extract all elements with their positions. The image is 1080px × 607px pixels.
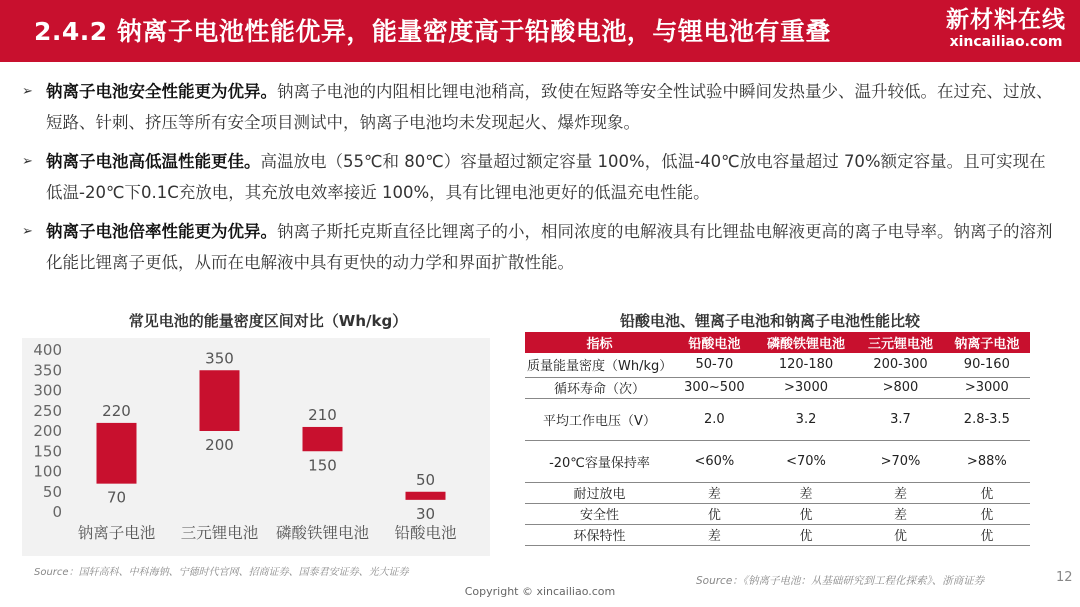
arrow-icon: ➢ (22, 84, 33, 99)
table-cell: 差 (755, 482, 858, 503)
y-tick-label: 350 (33, 361, 62, 380)
y-tick-label: 400 (33, 341, 62, 359)
bar-low-label: 200 (205, 436, 234, 454)
table-cell: 优 (944, 524, 1030, 545)
table-cell: 2.8-3.5 (944, 398, 1030, 440)
y-tick-label: 200 (33, 422, 62, 440)
logo-en-text: xincailiao.com (949, 34, 1063, 50)
bar-high-label: 220 (102, 401, 131, 420)
chart-bar (200, 370, 240, 431)
source-note-left: Source：国轩高科、中科海钠、宁德时代官网、招商证券、国泰君安证券、光大证券 (34, 567, 409, 578)
comparison-table (525, 332, 1030, 546)
energy-density-chart (22, 338, 490, 556)
table-cell: 120-180 (755, 353, 858, 377)
table-row (525, 398, 1030, 440)
y-tick-label: 0 (52, 503, 62, 521)
bullet-safety (22, 76, 1062, 138)
brand-logo (946, 6, 1066, 50)
table-cell: 3.2 (755, 398, 858, 440)
col-header-ternary: 三元锂电池 (857, 332, 943, 353)
logo-cn-text: 新材料在线 (946, 7, 1066, 33)
table-row (525, 440, 1030, 482)
table-cell: >70% (857, 440, 943, 482)
chart-bar (303, 427, 343, 451)
bullet-heading: 钠离子电池倍率性能更为优异。 (46, 222, 277, 241)
table-cell-label: 安全性 (525, 503, 674, 524)
chart-bar (406, 492, 446, 500)
table-cell: 2.0 (674, 398, 755, 440)
y-tick-label: 300 (33, 381, 62, 400)
table-cell: 300~500 (674, 377, 755, 398)
table-cell-label: 循环寿命（次） (525, 377, 674, 398)
bar-low-label: 70 (106, 488, 127, 507)
table-row (525, 353, 1030, 377)
table-cell: >88% (944, 440, 1030, 482)
table-header-row (525, 332, 1030, 353)
copyright-text: Copyright © xincailiao.com (464, 585, 616, 598)
bar-high-label: 350 (205, 349, 234, 368)
table-cell: >800 (857, 377, 943, 398)
bullet-heading: 钠离子电池高低温性能更佳。 (46, 152, 261, 171)
table-cell: 优 (857, 524, 943, 545)
table-row (525, 503, 1030, 524)
y-tick-label: 250 (33, 401, 62, 420)
table-cell: 优 (674, 503, 755, 524)
table-cell-label: 环保特性 (525, 524, 674, 545)
table-cell: 差 (857, 503, 943, 524)
table-cell: 50-70 (674, 353, 755, 377)
table-cell-label: -20℃容量保持率 (525, 440, 674, 482)
table-cell: 优 (944, 482, 1030, 503)
x-tick-label: 铅酸电池 (394, 524, 457, 542)
table-cell: >3000 (755, 377, 858, 398)
table-cell-label: 质量能量密度（Wh/kg） (525, 353, 674, 377)
table-cell: 3.7 (857, 398, 943, 440)
table-cell: 200-300 (857, 353, 943, 377)
table-cell-label: 耐过放电 (525, 482, 674, 503)
bullet-text: 钠离子电池的内阻相比锂电池稍高，致使在短路等安全性试验中瞬间发热量少、温升较低。在过充、过放、短路、针刺、挤压等所有安全项目测试中，钠离子电池均未发现起火、爆炸现象。 (46, 82, 1053, 132)
col-header-sodium: 钠离子电池 (944, 332, 1030, 353)
bullet-text: 钠离子斯托克斯直径比锂离子的小，相同浓度的电解液具有比锂盐电解液更高的离子电导率。钠离子的溶剂化能比锂离子更低，从而在电解液中具有更快的动力学和界面扩散性能。 (46, 222, 1053, 272)
arrow-icon: ➢ (22, 224, 33, 239)
y-tick-label: 50 (42, 482, 62, 501)
table-cell: 90-160 (944, 353, 1030, 377)
table-cell: 优 (755, 503, 858, 524)
col-header-metric: 指标 (525, 332, 674, 353)
arrow-icon: ➢ (22, 154, 33, 169)
bullet-heading: 钠离子电池安全性能更为优异。 (46, 82, 277, 101)
source-note-right: Source：《钠离子电池：从基础研究到工程化探索》、浙商证券 (696, 575, 985, 587)
table-cell-label: 平均工作电压（V） (525, 398, 674, 440)
header-bar (0, 0, 1080, 62)
col-header-lead-acid: 铅酸电池 (674, 332, 755, 353)
table-cell: 差 (674, 524, 755, 545)
table-row (525, 524, 1030, 545)
table-cell: 优 (755, 524, 858, 545)
y-tick-label: 100 (33, 462, 62, 481)
bar-high-label: 50 (415, 470, 436, 489)
table-cell: 差 (674, 482, 755, 503)
x-tick-label: 三元锂电池 (180, 524, 259, 542)
table-cell: >3000 (944, 377, 1030, 398)
bullet-rate (22, 216, 1062, 278)
table-cell: 差 (857, 482, 943, 503)
bar-low-label: 30 (415, 504, 436, 523)
bullet-text: 高温放电（55℃和 80℃）容量超过额定容量 100%，低温-40℃放电容量超过 70%额定容量。且可实现在低温-20℃下0.1C充放电，其充放电效率接近 100%，具有比锂电池更好的低温充电性能。 (46, 152, 1046, 202)
table-title: 铅酸电池、锂离子电池和钠离子电池性能比较 (619, 312, 920, 330)
table-row (525, 377, 1030, 398)
bullet-list (22, 76, 1062, 286)
y-tick-label: 150 (33, 442, 62, 461)
table-cell: 优 (944, 503, 1030, 524)
col-header-lfp: 磷酸铁锂电池 (755, 332, 858, 353)
chart-title: 常见电池的能量密度区间对比（Wh/kg） (128, 312, 408, 330)
chart-bar (97, 423, 137, 484)
bullet-temperature (22, 146, 1062, 208)
table-row (525, 482, 1030, 503)
bar-low-label: 150 (308, 456, 337, 475)
page-number: 12 (1056, 570, 1073, 585)
x-tick-label: 钠离子电池 (77, 524, 156, 542)
page-title: 2.4.2 钠离子电池性能优异，能量密度高于铅酸电池，与锂电池有重叠 (34, 17, 831, 46)
table-cell: <70% (755, 440, 858, 482)
table-cell: <60% (674, 440, 755, 482)
x-tick-label: 磷酸铁锂电池 (275, 524, 370, 542)
bar-high-label: 210 (308, 405, 337, 424)
